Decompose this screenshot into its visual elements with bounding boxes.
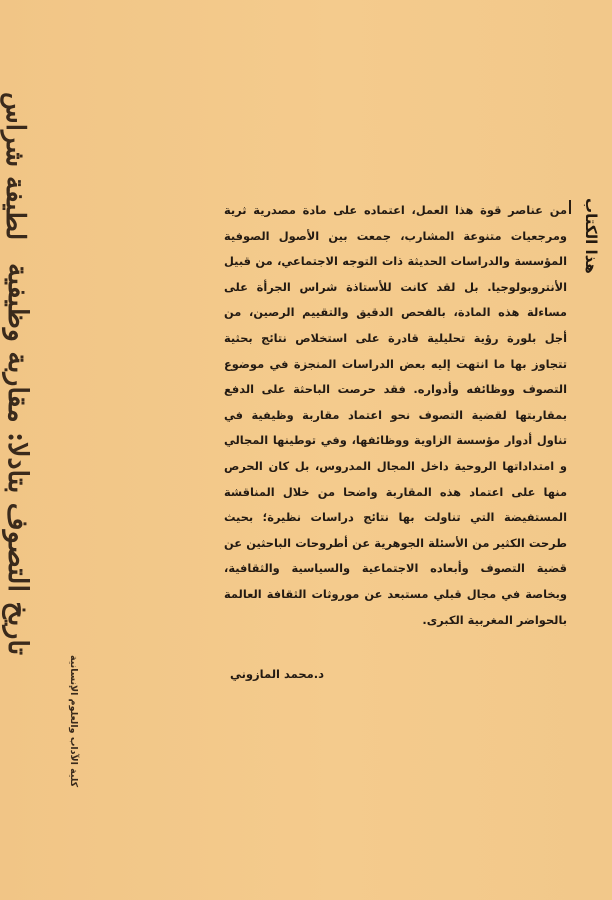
side-label: هذا الكتاب: [582, 198, 600, 274]
spine-book-title: تاريخ التصوف بتادلا: مقاربة وظيفية: [2, 263, 33, 656]
blurb-signature: د.محمد المازوني: [229, 667, 324, 681]
spine-faculty-name: كلية الآداب والعلوم الإنسانية: [68, 655, 79, 788]
side-label-divider: [569, 200, 571, 214]
blurb-paragraph: من عناصر قوة هذا العمل، اعتماده على مادة مصدرية ثرية ومرجعيات متنوعة المشارب، جمعت بين الأصول الصوفية المؤسسة والدراسات الحديثة ذات التوجه الاجتماعي، من قبيل الأنتروبولوجيا. بل لقد كانت للأستاذة شراس الجرأة على مساءلة هذه المادة، بالفحص الدقيق والتقييم الرصين، من أجل بلورة رؤية تحليلية قادرة على استخلاص نتائج بحثية تتجاوز بها ما انتهت إليه بعض الدراسات المنجزة في موضوع التصوف ووظائفه وأدواره. فقد حرصت الباحثة على الدفع بمقاربتها لقضية التصوف نحو اعتماد مقاربة وظيفية في تناول أدوار مؤسسة الزاوية ووظائفها، وفي توطينها المجالي و امتداداتها الروحية داخل المجال المدروس، بل كان الحرص منها على اعتماد هذه المقاربة واضحا من خلال المناقشة المستفيضة التي تناولت بها نتائج دراسات نظيرة؛ بحيث طرحت الكثير من الأسئلة الجوهرية عن أطروحات الباحثين عن قضية التصوف وأبعاده الاجتماعية والسياسية والثقافية، وبخاصة في مجال قبلي مستبعد عن موروثات الثقافة العالمة بالحواضر المغربية الكبرى.: [224, 203, 567, 627]
spine-author-name: لطيفة شراس: [0, 92, 30, 241]
